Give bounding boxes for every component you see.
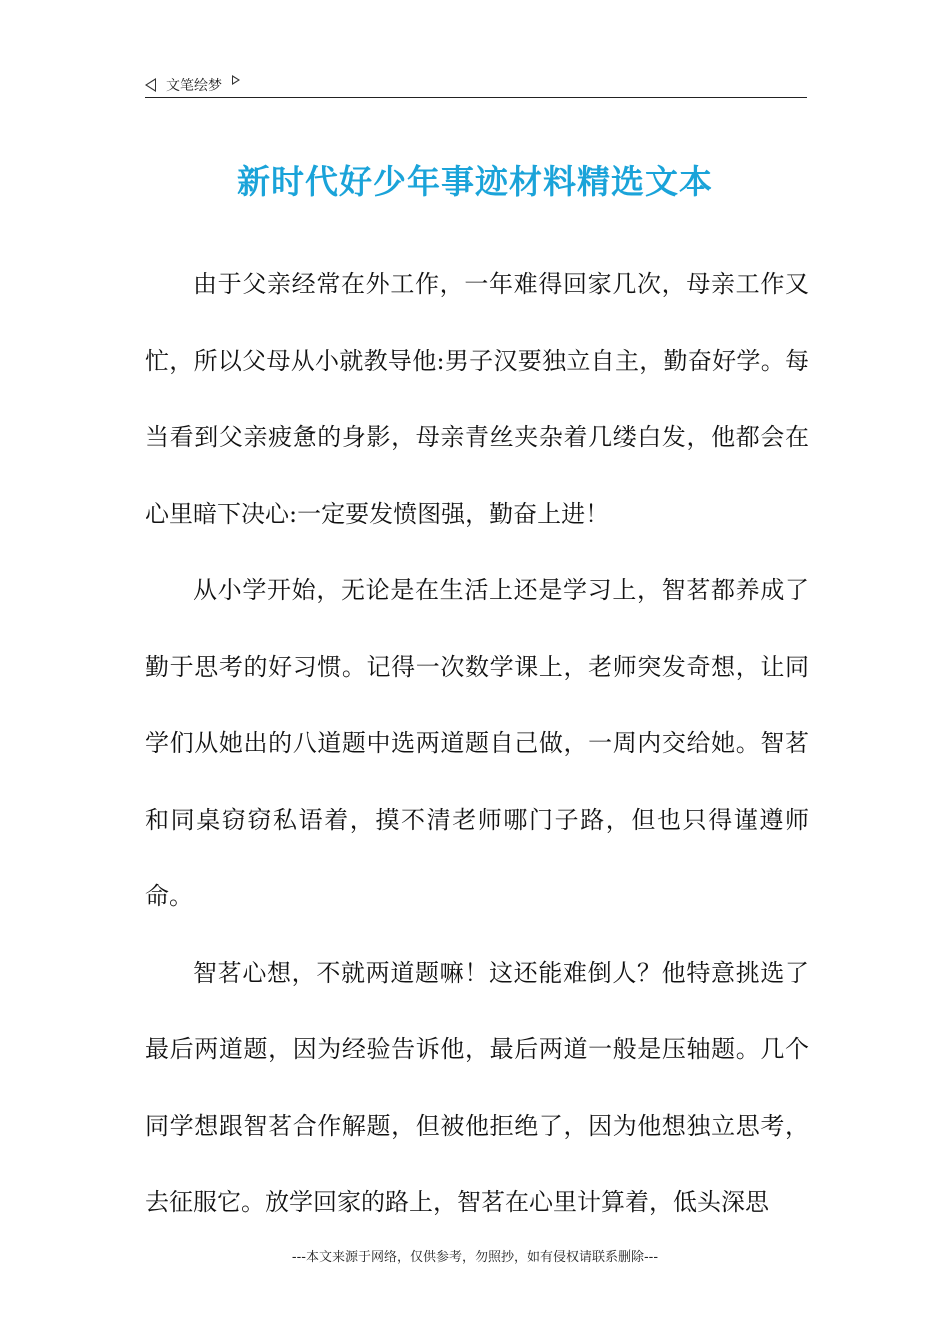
- footer-notice: ---本文来源于网络，仅供参考，勿照抄，如有侵权请联系删除---: [291, 1250, 659, 1265]
- paragraph: 由于父亲经常在外工作，一年难得回家几次，母亲工作又忙，所以父母从小就教导他:男子汉要独立自主，勤奋好学。每当看到父亲疲惫的身影，母亲青丝夹杂着几缕白发，他都会在心里暗下决心:一定要发愤图强，勤奋上进！: [145, 270, 809, 528]
- document-title: 新时代好少年事迹材料精选文本: [237, 162, 713, 201]
- document-body: [145, 246, 809, 1241]
- triangle-left-icon: [145, 78, 156, 92]
- triangle-right-icon: [232, 75, 240, 85]
- paragraph: 智茗心想，不就两道题嘛！这还能难倒人？他特意挑选了最后两道题，因为经验告诉他，最后两道一般是压轴题。几个同学想跟智茗合作解题，但被他拒绝了，因为他想独立思考，去征服它。放学回家的路上，智茗在心里计算着，低头深思: [145, 958, 809, 1216]
- paragraph: 从小学开始，无论是在生活上还是学习上，智茗都养成了勤于思考的好习惯。记得一次数学课上，老师突发奇想，让同学们从她出的八道题中选两道题自己做，一周内交给她。智茗和同桌窃窃私语着，摸不清老师哪门子路，但也只得谨遵师命。: [145, 576, 809, 910]
- header-divider: [145, 97, 807, 98]
- brand-label: 文笔绘梦: [166, 78, 222, 94]
- header-brand: [145, 72, 240, 98]
